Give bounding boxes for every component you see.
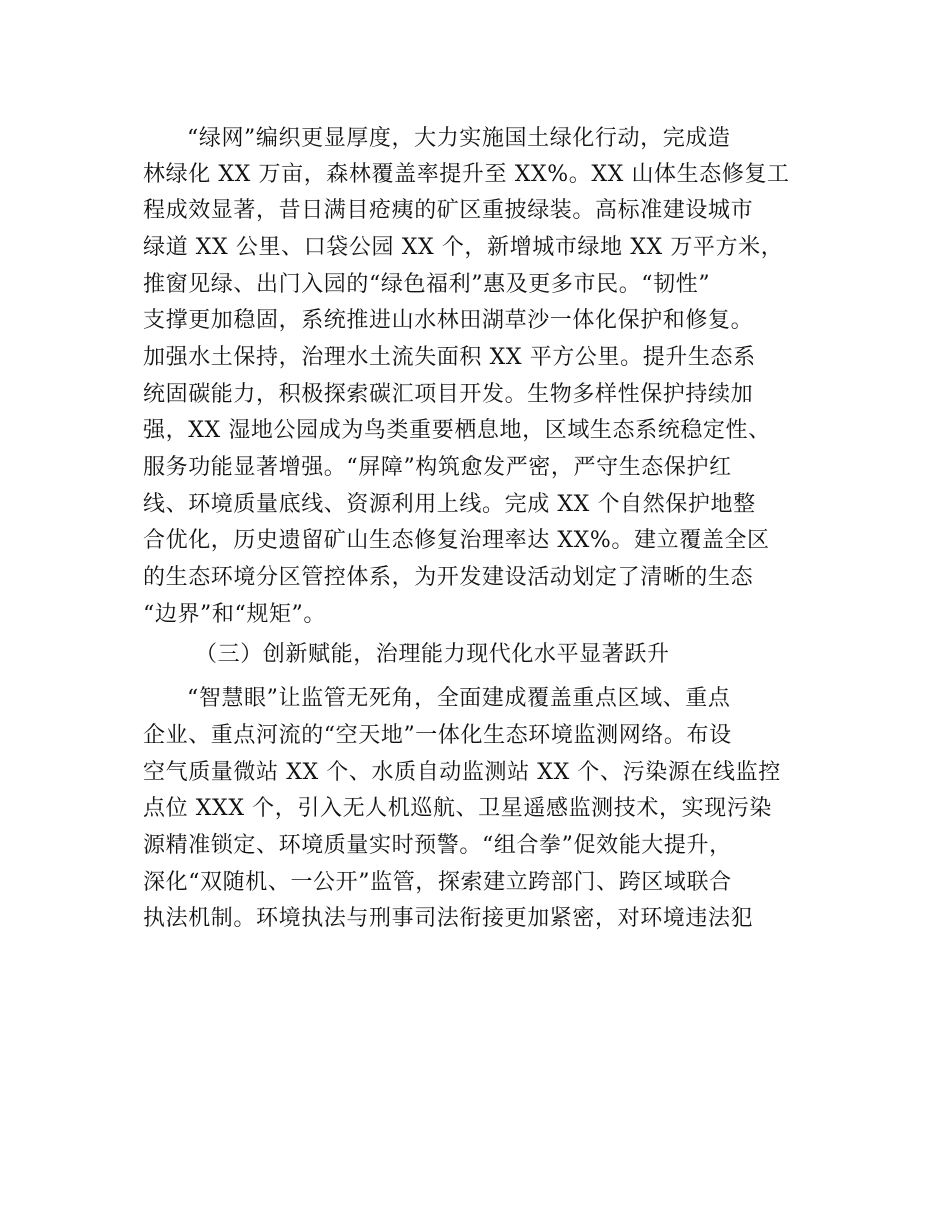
paragraph-1-line-6: 支撑更加稳固，系统推进山水林田湖草沙一体化保护和修复。 xyxy=(143,308,754,333)
paragraph-1-line-3: 程成效显著，昔日满目疮痍的矿区重披绿装。高标准建设城市 xyxy=(143,198,754,223)
paragraph-2-line-4: 点位 XXX 个，引入无人机巡航、卫星遥感监测技术，实现污染 xyxy=(143,796,772,821)
paragraph-1-line-11: 线、环境质量底线、资源利用上线。完成 XX 个自然保护地整 xyxy=(143,492,756,517)
paragraph-1-line-12: 合优化，历史遗留矿山生态修复治理率达 XX%。建立覆盖全区 xyxy=(143,528,770,553)
document-body xyxy=(143,122,823,1122)
paragraph-2-line-5: 源精准锁定、环境质量实时预警。“组合拳”促效能大提升， xyxy=(143,833,732,858)
paragraph-1-line-10: 服务功能显著增强。“屏障”构筑愈发严密，严守生态保护红 xyxy=(143,455,732,480)
paragraph-2-line-3: 空气质量微站 XX 个、水质自动监测站 XX 个、污染源在线监控 xyxy=(143,760,781,785)
section-heading-3: （三）创新赋能，治理能力现代化水平显著跃升 xyxy=(195,642,670,667)
paragraph-1-line-14: “边界”和“规矩”。 xyxy=(143,602,326,627)
paragraph-1-line-2: 林绿化 XX 万亩，森林覆盖率提升至 XX%。XX 山体生态修复工 xyxy=(143,162,790,187)
paragraph-2-line-1: “智慧眼”让监管无死角，全面建成覆盖重点区域、重点 xyxy=(187,686,731,711)
paragraph-2-line-6: 深化“双随机、一公开”监管，探索建立跨部门、跨区域联合 xyxy=(143,870,732,895)
paragraph-1-line-5: 推窗见绿、出门入园的“绿色福利”惠及更多市民。“韧性” xyxy=(143,272,711,297)
paragraph-1-line-1: “绿网”编织更显厚度，大力实施国土绿化行动，完成造 xyxy=(187,126,731,151)
paragraph-2-line-2: 企业、重点河流的“空天地”一体化生态环境监测网络。布设 xyxy=(143,723,732,748)
paragraph-1-line-9: 强，XX 湿地公园成为鸟类重要栖息地，区域生态系统稳定性、 xyxy=(143,418,771,443)
paragraph-2-line-7: 执法机制。环境执法与刑事司法衔接更加紧密，对环境违法犯 xyxy=(143,906,754,931)
paragraph-1-line-13: 的生态环境分区管控体系，为开发建设活动划定了清晰的生态 xyxy=(143,565,754,590)
paragraph-1-line-8: 统固碳能力，积极探索碳汇项目开发。生物多样性保护持续加 xyxy=(143,382,754,407)
paragraph-1-line-7: 加强水土保持，治理水土流失面积 XX 平方公里。提升生态系 xyxy=(143,345,756,370)
paragraph-1-line-4: 绿道 XX 公里、口袋公园 XX 个，新增城市绿地 XX 万平方米， xyxy=(143,235,784,260)
